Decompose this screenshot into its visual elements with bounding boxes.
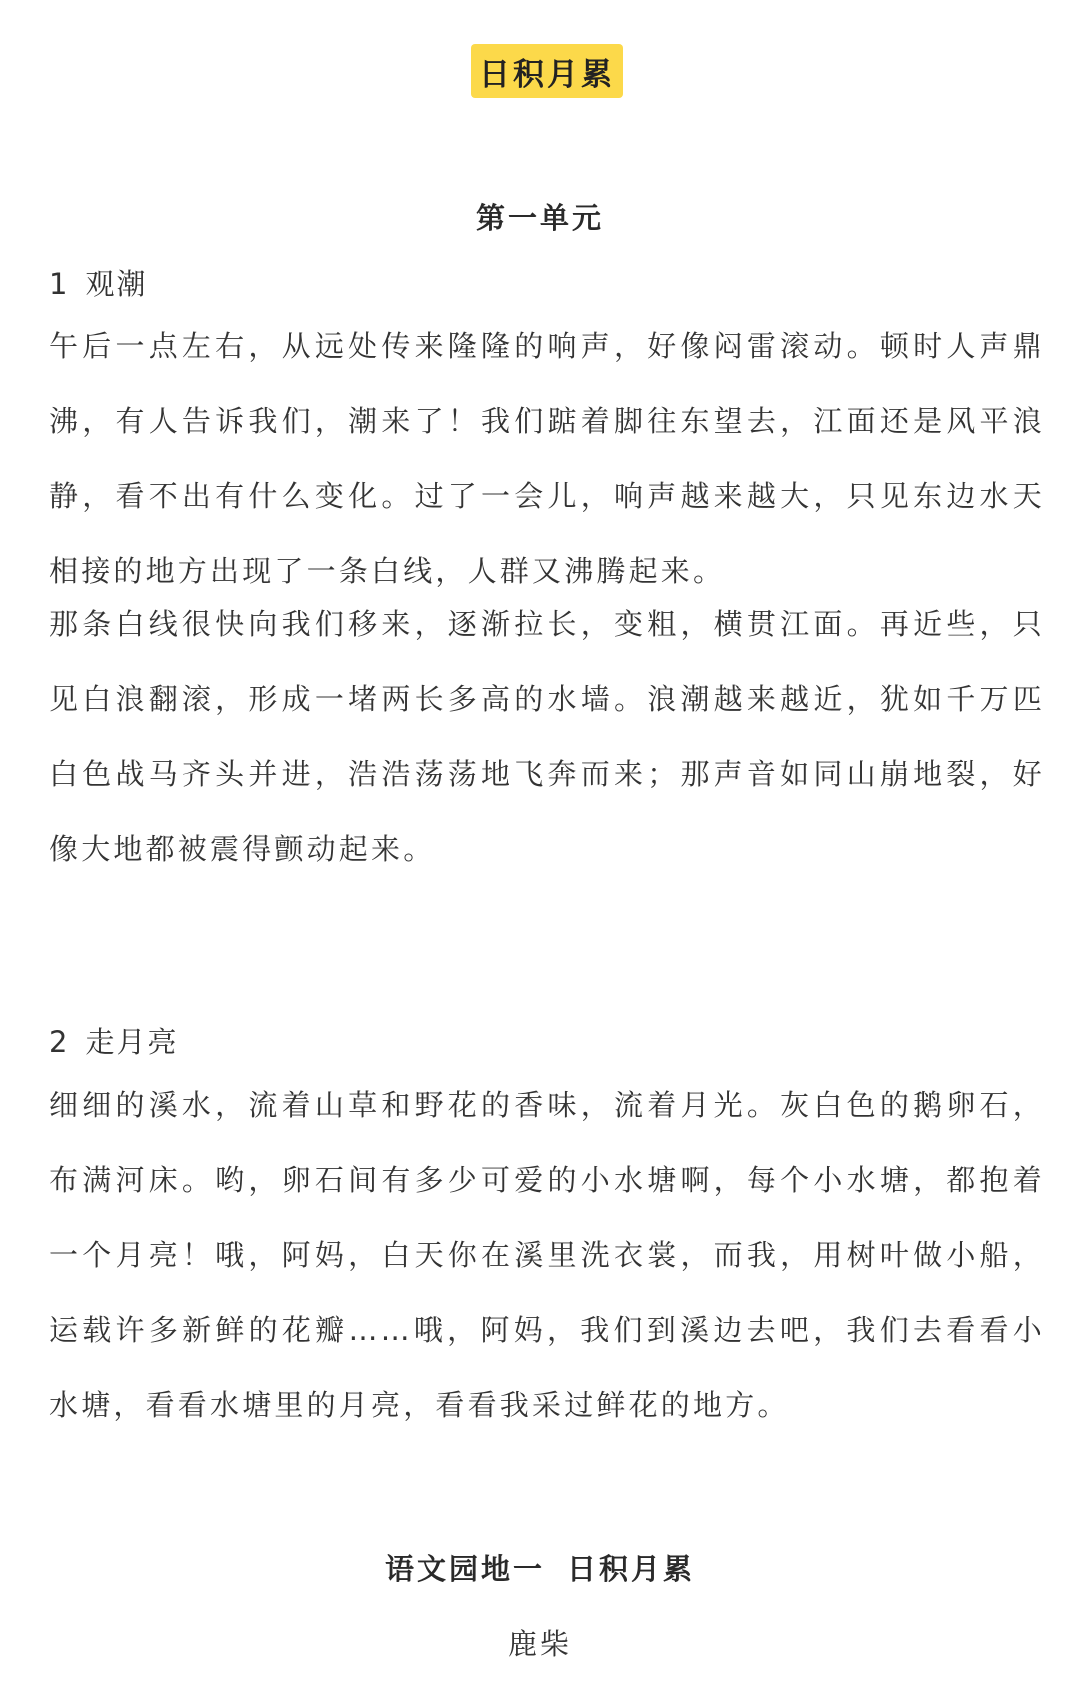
- section-badge: 日积月累: [471, 44, 623, 98]
- lesson-2-paragraph-1: 细细的溪水，流着山草和野花的香味，流着月光。灰白色的鹅卵石，布满河床。哟，卵石间有多少可爱的小水塘啊，每个小水塘，都抱着一个月亮！哦，阿妈，白天你在溪里洗衣裳，而我，用树叶做小船，运载许多新鲜的花瓣……哦，阿妈，我们到溪边去吧，我们去看看小水塘，看看水塘里的月亮，看看我采过鲜花的地方。: [49, 1088, 1045, 1422]
- section-title-part1: 语文园地一: [384, 1552, 545, 1586]
- lesson-name: 观潮: [85, 267, 148, 301]
- lesson-number: 2: [49, 1025, 70, 1059]
- unit-title: 第一单元: [475, 201, 604, 235]
- section-title-part2: 日积月累: [567, 1552, 696, 1586]
- lesson-title-1: [49, 262, 147, 303]
- lesson-number: 1: [49, 267, 70, 301]
- section-title: [0, 1547, 1080, 1588]
- lesson-name: 走月亮: [85, 1025, 179, 1059]
- lesson-1-paragraph-1: 午后一点左右，从远处传来隆隆的响声，好像闷雷滚动。顿时人声鼎沸，有人告诉我们，潮来了！我们踮着脚往东望去，江面还是风平浪静，看不出有什么变化。过了一会儿，响声越来越大，只见东边水天相接的地方出现了一条白线，人群又沸腾起来。: [49, 329, 1045, 588]
- lesson-1-paragraph-2: 那条白线很快向我们移来，逐渐拉长，变粗，横贯江面。再近些，只见白浪翻滚，形成一堵两长多高的水墙。浪潮越来越近，犹如千万匹白色战马齐头并进，浩浩荡荡地飞奔而来；那声音如同山崩地裂，好像大地都被震得颤动起来。: [49, 607, 1045, 866]
- lesson-title-2: [49, 1020, 178, 1061]
- poem-title: 鹿柴: [507, 1627, 572, 1661]
